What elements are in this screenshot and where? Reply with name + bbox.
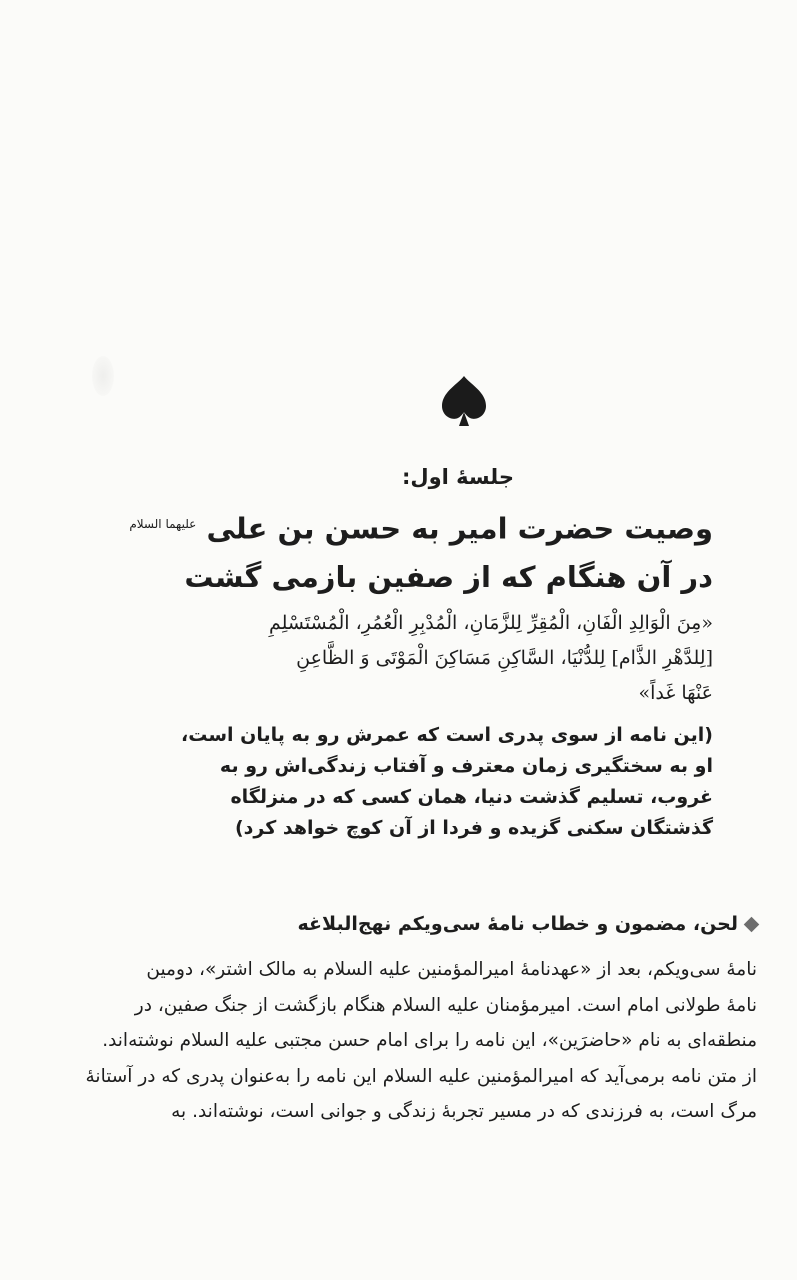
chapter-title <box>113 500 713 601</box>
body-line-2: نامهٔ طولانی امام است. امیرمؤمنان علیه السلام هنگام بازگشت از جنگ صفین، در <box>134 994 757 1016</box>
section-heading-text: لحن، مضمون و خطاب نامهٔ سی‌ویکم نهج‌البلاغه <box>297 913 738 935</box>
honorific-mark: علیهما السلام <box>129 517 197 531</box>
session-label: جلسهٔ اول: <box>402 465 514 489</box>
section-heading <box>298 910 757 938</box>
translation-line-1: (این نامه از سوی پدری است که عمرش رو به پایان است، <box>181 724 713 746</box>
translation-line-3: غروب، تسلیم گذشت دنیا، همان کسی که در منزلگاه <box>230 786 713 808</box>
chapter-title-text: وصیت حضرت امیر به حسن بن علی <box>206 511 713 546</box>
paper-smudge <box>92 356 114 396</box>
arabic-quote <box>83 606 713 711</box>
body-line-3: منطقه‌ای به نام «حاضرَین»، این نامه را برای امام حسن مجتبی علیه السلام نوشته‌اند. <box>102 1030 757 1052</box>
chapter-title-line-2: در آن هنگام که از صفین بازمی گشت <box>184 559 713 594</box>
quote-line-1: «مِنَ الْوَالِدِ الْفَانِ، الْمُقِرِّ لِلزَّمَانِ، الْمُدْبِرِ الْعُمُرِ، الْمُسْتَسْلِمِ <box>268 612 713 634</box>
body-paragraph <box>37 952 757 1130</box>
chapter-title-line-1 <box>113 500 713 553</box>
body-line-5: مرگ است، به فرزندی که در مسیر تجربهٔ زندگی و جوانی است، نوشته‌اند. به <box>171 1101 757 1123</box>
quote-line-3: عَنْهَا غَداً» <box>638 682 713 704</box>
translation-line-2: او به سختگیری زمان معترف و آفتاب زندگی‌اش رو به <box>219 755 713 777</box>
translation-line-4: گذشتگان سکنی گزیده و فردا از آن کوچ خواهد کرد) <box>234 817 713 839</box>
quote-line-2: [لِلدَّهْرِ الذَّام] لِلدُّنْيَا، السَّاكِنِ مَسَاكِنَ الْمَوْتَى وَ الظَّاعِنِ <box>296 647 713 669</box>
spade-ornament-icon <box>438 374 490 428</box>
body-line-4: از متن نامه برمی‌آید که امیرالمؤمنین علیه السلام این نامه را به‌عنوان پدری که در آستانهٔ <box>85 1065 757 1087</box>
body-line-1: نامهٔ سی‌ویکم، بعد از «عهدنامهٔ امیرالمؤمنین علیه السلام به مالک اشتر»، دومین <box>146 959 757 980</box>
quote-translation <box>83 720 713 844</box>
diamond-bullet-icon <box>744 916 760 932</box>
